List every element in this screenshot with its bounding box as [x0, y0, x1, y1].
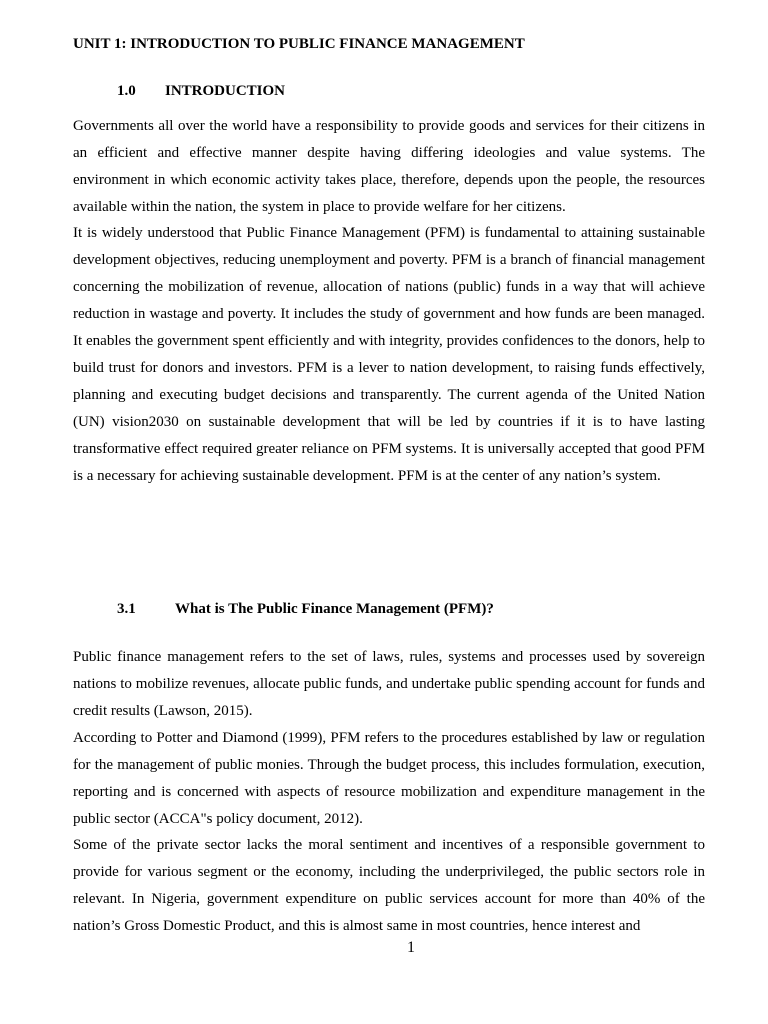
paragraph: Some of the private sector lacks the moral sentiment and incentives of a responsible government to provide for various segment or the economy, including the underprivileged, the public sectors role in relevant. In Nigeria, government expenditure on public services account for more than 40% of the nation’s Gross Domestic Product, and this is almost same in most countries, hence interest and	[73, 837, 705, 934]
paragraph: It is widely understood that Public Finance Management (PFM) is fundamental to attaining sustainable development objectives, reducing unemployment and poverty. PFM is a branch of financial management concerning the mobilization of revenue, allocation of nations (public) funds in a way that will achieve reduction in wastage and poverty. It includes the study of government and how funds are been managed. It enables the government spent efficiently and with integrity, provides confidences to the donors, help to build trust for donors and investors. PFM is a lever to nation development, to raising funds effectively, planning and executing budget decisions and transparently. The current agenda of the United Nation (UN) vision2030 on sustainable development that will be led by countries if it is to have lasting transformative effect required greater reliance on PFM systems. It is universally accepted that good PFM is a necessary for achieving sustainable development. PFM is at the center of any nation’s system.	[73, 225, 705, 484]
section-number: 1.0	[117, 83, 136, 99]
section-title: What is The Public Finance Management (PFM)?	[175, 601, 494, 617]
paragraph: Governments all over the world have a responsibility to provide goods and services for their citizens in an efficient and effective manner despite having differing ideologies and value systems. The environment in which economic activity takes place, therefore, depends upon the people, the resources available within the nation, the system in place to provide welfare for her citizens.	[73, 118, 705, 215]
unit-title: UNIT 1: INTRODUCTION TO PUBLIC FINANCE MANAGEMENT	[73, 36, 525, 52]
paragraph: Public finance management refers to the set of laws, rules, systems and processes used by sovereign nations to mobilize revenues, allocate public funds, and undertake public spending account for funds and credit results (Lawson, 2015).	[73, 649, 705, 719]
page-number: 1	[407, 939, 415, 956]
section-number: 3.1	[117, 601, 136, 617]
section-title: INTRODUCTION	[165, 83, 286, 99]
paragraph: According to Potter and Diamond (1999), PFM refers to the procedures established by law or regulation for the management of public monies. Through the budget process, this includes formulation, execution, reporting and is concerned with aspects of resource mobilization and expenditure management in the public sector (ACCA"s policy document, 2012).	[73, 730, 705, 827]
